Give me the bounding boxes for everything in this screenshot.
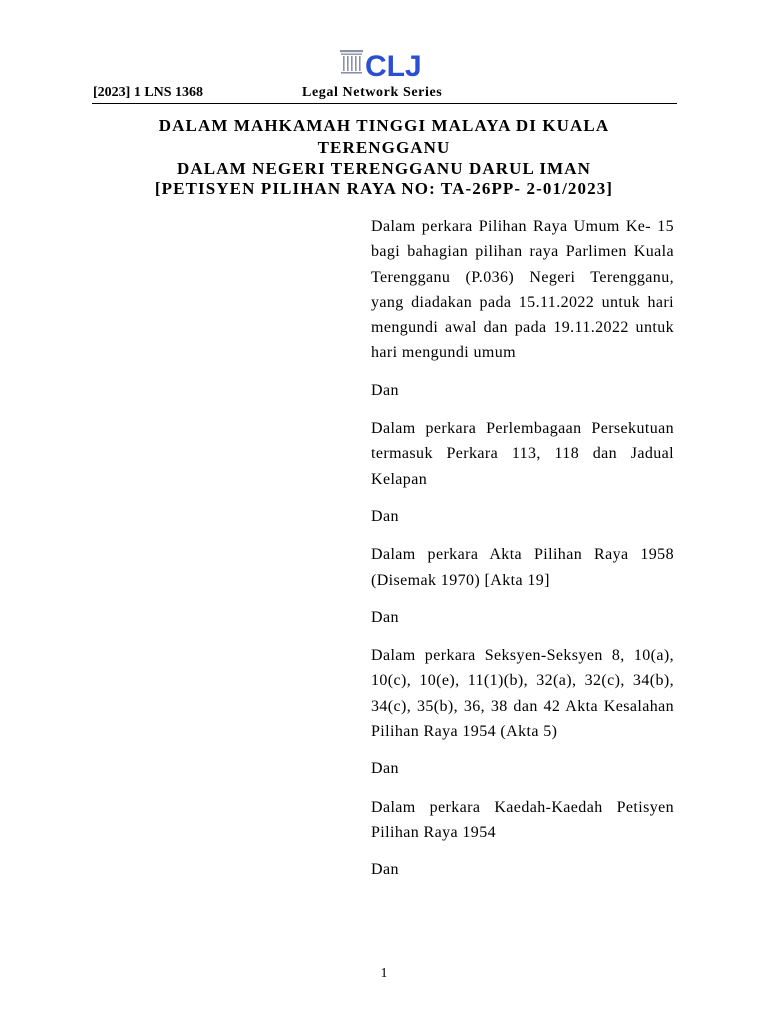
matter-paragraph: Dalam perkara Perlembagaan Persekutuan termasuk Perkara 113, 118 dan Jadual Kelapan xyxy=(371,420,674,488)
connector-dan: Dan xyxy=(371,381,399,399)
court-heading xyxy=(90,115,678,199)
logo-wordmark: CLJ xyxy=(365,50,422,82)
header-divider xyxy=(92,103,677,104)
matters-block xyxy=(371,214,674,896)
case-citation: [2023] 1 LNS 1368 xyxy=(93,85,204,100)
matter-paragraph: Dalam perkara Kaedah-Kaedah Petisyen Pilihan Raya 1954 xyxy=(371,798,674,841)
court-heading-line-2: TERENGGANU xyxy=(317,138,451,157)
matter-paragraph: Dalam perkara Akta Pilihan Raya 1958 (Disemak 1970) [Akta 19] xyxy=(371,546,674,589)
page-number: 1 xyxy=(380,966,388,981)
court-heading-line-1: DALAM MAHKAMAH TINGGI MALAYA DI KUALA xyxy=(158,116,610,135)
pillar-icon xyxy=(340,48,440,82)
connector-dan: Dan xyxy=(371,608,399,626)
connector-dan: Dan xyxy=(371,861,399,879)
connector-dan: Dan xyxy=(371,507,399,525)
matter-paragraph: Dalam perkara Pilihan Raya Umum Ke- 15 bagi bahagian pilihan raya Parlimen Kuala Terengganu (P.036) Negeri Terengganu, yang diadakan pada 15.11.2022 untuk hari mengundi awal dan pada 19.11.2022 untuk hari mengundi umum xyxy=(371,218,674,362)
petition-number: [PETISYEN PILIHAN RAYA NO: TA-26PP- 2-01/2023] xyxy=(154,179,614,198)
court-heading-line-3: DALAM NEGERI TERENGGANU DARUL IMAN xyxy=(177,159,591,178)
running-header xyxy=(93,85,677,103)
connector-dan: Dan xyxy=(371,760,399,778)
clj-logo xyxy=(340,48,440,82)
series-title: Legal Network Series xyxy=(302,85,443,100)
matter-paragraph: Dalam perkara Seksyen-Seksyen 8, 10(a), 10(c), 10(e), 11(1)(b), 32(a), 32(c), 34(b), 34(c), 35(b), 36, 38 dan 42 Akta Kesalahan Pilihan Raya 1954 (Akta 5) xyxy=(371,647,674,741)
